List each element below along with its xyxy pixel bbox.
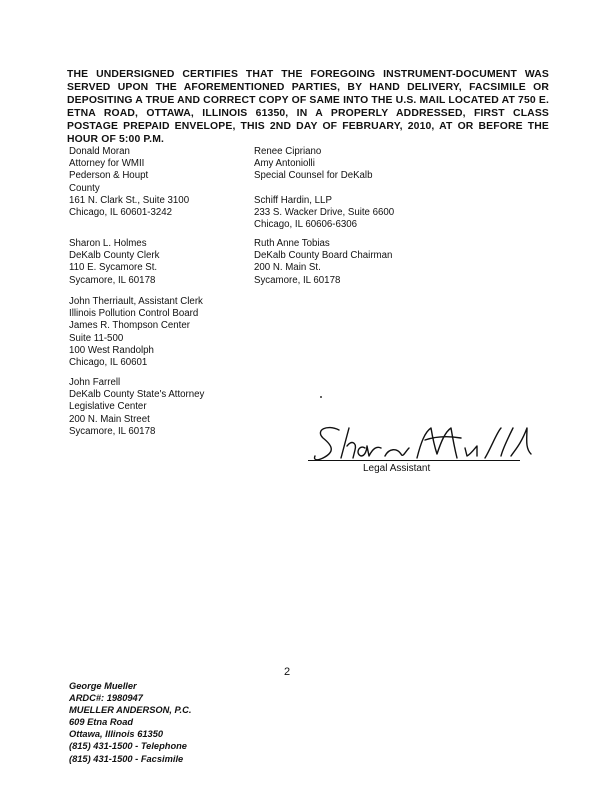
recipient-line: Special Counsel for DeKalb xyxy=(254,170,373,182)
recipient-line: Attorney for WMII xyxy=(69,158,145,170)
recipient-block-moran xyxy=(69,146,189,219)
recipient-line: Schiff Hardin, LLP xyxy=(254,194,332,206)
recipient-line: Illinois Pollution Control Board xyxy=(69,308,199,320)
recipient-line: Amy Antoniolli xyxy=(254,158,315,170)
recipient-line: Legislative Center xyxy=(69,401,147,413)
stray-mark xyxy=(320,396,322,398)
recipient-line: 161 N. Clark St., Suite 3100 xyxy=(69,194,190,206)
footer-line: (815) 431-1500 - Telephone xyxy=(69,741,187,752)
page-number: 2 xyxy=(284,666,291,678)
recipient-line: Donald Moran xyxy=(69,146,130,157)
signature-block xyxy=(305,418,565,478)
recipient-line: Sharon L. Holmes xyxy=(69,238,147,249)
recipient-line: Sycamore, IL 60178 xyxy=(69,274,156,286)
footer-line: Ottawa, Illinois 61350 xyxy=(69,729,164,740)
recipient-line: James R. Thompson Center xyxy=(69,320,190,332)
recipient-line: John Therriault, Assistant Clerk xyxy=(69,296,203,307)
recipient-block-holmes xyxy=(69,238,159,287)
footer-line: (815) 431-1500 - Facsimile xyxy=(69,753,184,764)
recipient-block-therriault xyxy=(69,296,203,369)
certification-paragraph: THE UNDERSIGNED CERTIFIES THAT THE FOREGOING INSTRUMENT-DOCUMENT WAS SERVED UPON THE AFOREMENTIONED PARTIES, BY HAND DELIVERY, FACSIMILE OR DEPOSITING A TRUE AND CORRECT COPY OF SAME INTO THE U.S. MAIL LOCATED AT 750 E. ETNA ROAD, OTTAWA, ILLINOIS 61350, IN A PROPERLY ADDRESSED, FIRST CLASS POSTAGE PREPAID ENVELOPE, THIS 2ND DAY OF FEBRUARY, 2010, AT OR BEFORE THE HOUR OF 5:00 P.M. xyxy=(67,69,549,146)
recipient-line: DeKalb County Clerk xyxy=(69,250,160,262)
footer-line: MUELLER ANDERSON, P.C. xyxy=(69,705,192,716)
recipient-line: Sycamore, IL 60178 xyxy=(254,274,341,286)
signature-line xyxy=(308,460,520,461)
handwritten-signature xyxy=(305,418,565,478)
recipient-line: Ruth Anne Tobias xyxy=(254,238,330,249)
recipient-line: Chicago, IL 60601-3242 xyxy=(69,207,173,219)
recipient-block-tobias xyxy=(254,238,392,287)
recipient-line: Sycamore, IL 60178 xyxy=(69,425,156,437)
footer-line: 609 Etna Road xyxy=(69,717,134,728)
recipient-line: DeKalb County Board Chairman xyxy=(254,250,393,262)
attorney-footer xyxy=(69,680,191,765)
footer-line: George Mueller xyxy=(69,681,137,691)
recipient-line: DeKalb County State's Attorney xyxy=(69,389,205,401)
recipient-line: Suite 11-500 xyxy=(69,332,124,344)
footer-line: ARDC#: 1980947 xyxy=(69,693,143,704)
recipient-line: 233 S. Wacker Drive, Suite 6600 xyxy=(254,207,395,218)
recipient-line: John Farrell xyxy=(69,377,121,388)
recipient-line xyxy=(254,183,394,195)
recipient-line: County xyxy=(69,182,100,194)
recipient-line: Renee Cipriano xyxy=(254,146,322,157)
recipient-line: 200 N. Main St. xyxy=(254,262,321,274)
recipient-line: Chicago, IL 60601 xyxy=(69,357,148,369)
recipient-line: 200 N. Main Street xyxy=(69,413,150,425)
recipient-block-farrell xyxy=(69,377,204,438)
recipient-line: 100 West Randolph xyxy=(69,344,154,356)
recipient-line: Pederson & Houpt xyxy=(69,170,149,182)
recipient-block-cipriano xyxy=(254,146,394,231)
recipient-line: 110 E. Sycamore St. xyxy=(69,262,158,274)
signature-caption: Legal Assistant xyxy=(363,463,431,474)
recipient-line: Chicago, IL 60606-6306 xyxy=(254,219,358,231)
